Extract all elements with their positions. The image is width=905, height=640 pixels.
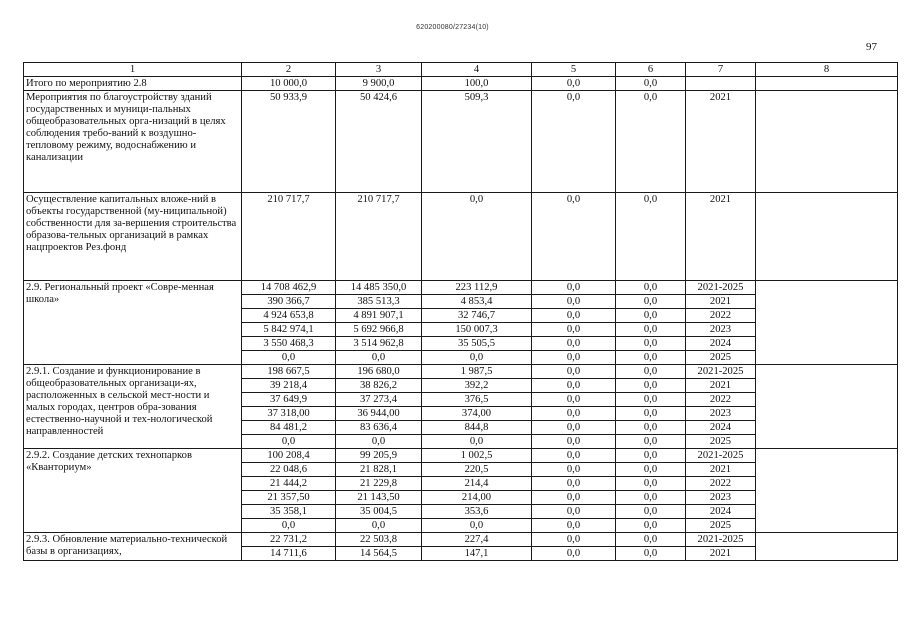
cell-v4: 35 505,5 bbox=[422, 337, 532, 351]
cell-v8 bbox=[756, 463, 898, 477]
cell-v4: 147,1 bbox=[422, 547, 532, 561]
cell-v2: 21 444,2 bbox=[242, 477, 336, 491]
cell-v3: 14 564,5 bbox=[336, 547, 422, 561]
cell-v7: 2022 bbox=[686, 393, 756, 407]
cell-v2: 14 708 462,9 bbox=[242, 281, 336, 295]
cell-v6: 0,0 bbox=[616, 449, 686, 463]
cell-v3: 385 513,3 bbox=[336, 295, 422, 309]
cell-v3: 0,0 bbox=[336, 351, 422, 365]
cell-v8 bbox=[756, 407, 898, 421]
cell-v6: 0,0 bbox=[616, 281, 686, 295]
cell-v5: 0,0 bbox=[532, 407, 616, 421]
cell-v3: 21 143,50 bbox=[336, 491, 422, 505]
cell-v4: 374,00 bbox=[422, 407, 532, 421]
cell-v8 bbox=[756, 533, 898, 547]
cell-v5: 0,0 bbox=[532, 505, 616, 519]
cell-v4: 0,0 bbox=[422, 519, 532, 533]
cell-v5: 0,0 bbox=[532, 435, 616, 449]
cell-v2: 10 000,0 bbox=[242, 77, 336, 91]
cell-v3: 99 205,9 bbox=[336, 449, 422, 463]
cell-v6: 0,0 bbox=[616, 351, 686, 365]
cell-v5: 0,0 bbox=[532, 365, 616, 379]
cell-v7: 2025 bbox=[686, 519, 756, 533]
cell-v8 bbox=[756, 77, 898, 91]
cell-v6: 0,0 bbox=[616, 309, 686, 323]
cell-v3: 22 503,8 bbox=[336, 533, 422, 547]
cell-v7: 2025 bbox=[686, 351, 756, 365]
row-name: Мероприятия по благоустройству зданий государственных и муници-пальных общеобразовательных орга-низаций в целях соблюдения требо-ваний к воздушно-тепловому режиму, водоснабжению и канализации bbox=[24, 91, 242, 193]
cell-v7: 2024 bbox=[686, 505, 756, 519]
cell-v2: 100 208,4 bbox=[242, 449, 336, 463]
cell-v5: 0,0 bbox=[532, 193, 616, 281]
cell-v7: 2021-2025 bbox=[686, 533, 756, 547]
budget-table bbox=[23, 62, 898, 561]
cell-v8 bbox=[756, 505, 898, 519]
cell-v2: 198 667,5 bbox=[242, 365, 336, 379]
table-row bbox=[24, 91, 898, 193]
row-name: Итого по мероприятию 2.8 bbox=[24, 77, 242, 91]
cell-v6: 0,0 bbox=[616, 323, 686, 337]
cell-v5: 0,0 bbox=[532, 477, 616, 491]
cell-v7: 2023 bbox=[686, 491, 756, 505]
cell-v2: 14 711,6 bbox=[242, 547, 336, 561]
cell-v5: 0,0 bbox=[532, 463, 616, 477]
cell-v4: 223 112,9 bbox=[422, 281, 532, 295]
cell-v8 bbox=[756, 365, 898, 379]
cell-v6: 0,0 bbox=[616, 379, 686, 393]
group-name: 2.9.1. Создание и функционирование в общеобразовательных организаци-ях, расположенных в сельской мест-ности и малых городах, центров обра-зования естественно-научной и тех-нологической направленностей bbox=[24, 365, 242, 449]
group-name: 2.9.2. Создание детских технопарков «Кванториум» bbox=[24, 449, 242, 533]
cell-v8 bbox=[756, 323, 898, 337]
cell-v7: 2021 bbox=[686, 379, 756, 393]
cell-v8 bbox=[756, 337, 898, 351]
document-id: 620200080/27234(10) bbox=[416, 24, 489, 31]
cell-v3: 35 004,5 bbox=[336, 505, 422, 519]
cell-v3: 14 485 350,0 bbox=[336, 281, 422, 295]
cell-v4: 0,0 bbox=[422, 193, 532, 281]
cell-v3: 210 717,7 bbox=[336, 193, 422, 281]
cell-v5: 0,0 bbox=[532, 491, 616, 505]
cell-v8 bbox=[756, 281, 898, 295]
cell-v2: 84 481,2 bbox=[242, 421, 336, 435]
cell-v4: 376,5 bbox=[422, 393, 532, 407]
cell-v2: 0,0 bbox=[242, 351, 336, 365]
cell-v2: 4 924 653,8 bbox=[242, 309, 336, 323]
cell-v4: 150 007,3 bbox=[422, 323, 532, 337]
cell-v2: 22 731,2 bbox=[242, 533, 336, 547]
cell-v7: 2025 bbox=[686, 435, 756, 449]
cell-v4: 214,4 bbox=[422, 477, 532, 491]
cell-v5: 0,0 bbox=[532, 91, 616, 193]
cell-v2: 0,0 bbox=[242, 519, 336, 533]
cell-v6: 0,0 bbox=[616, 77, 686, 91]
cell-v5: 0,0 bbox=[532, 547, 616, 561]
cell-v7: 2022 bbox=[686, 477, 756, 491]
cell-v7: 2021 bbox=[686, 193, 756, 281]
cell-v7: 2021 bbox=[686, 547, 756, 561]
cell-v8 bbox=[756, 379, 898, 393]
cell-v6: 0,0 bbox=[616, 393, 686, 407]
cell-v6: 0,0 bbox=[616, 421, 686, 435]
cell-v6: 0,0 bbox=[616, 407, 686, 421]
cell-v7: 2023 bbox=[686, 407, 756, 421]
cell-v7: 2021 bbox=[686, 463, 756, 477]
cell-v2: 35 358,1 bbox=[242, 505, 336, 519]
cell-v8 bbox=[756, 519, 898, 533]
table-row bbox=[24, 77, 898, 91]
cell-v4: 1 987,5 bbox=[422, 365, 532, 379]
cell-v5: 0,0 bbox=[532, 295, 616, 309]
table-row bbox=[24, 449, 898, 463]
cell-v7: 2021 bbox=[686, 91, 756, 193]
cell-v2: 37 318,00 bbox=[242, 407, 336, 421]
cell-v3: 0,0 bbox=[336, 519, 422, 533]
cell-v8 bbox=[756, 421, 898, 435]
header-cell-7: 7 bbox=[686, 63, 756, 77]
cell-v6: 0,0 bbox=[616, 193, 686, 281]
cell-v8 bbox=[756, 309, 898, 323]
cell-v8 bbox=[756, 477, 898, 491]
cell-v3: 3 514 962,8 bbox=[336, 337, 422, 351]
cell-v3: 4 891 907,1 bbox=[336, 309, 422, 323]
header-cell-6: 6 bbox=[616, 63, 686, 77]
cell-v8 bbox=[756, 91, 898, 193]
cell-v8 bbox=[756, 547, 898, 561]
cell-v8 bbox=[756, 193, 898, 281]
cell-v7: 2021-2025 bbox=[686, 281, 756, 295]
cell-v8 bbox=[756, 491, 898, 505]
cell-v4: 0,0 bbox=[422, 351, 532, 365]
cell-v2: 3 550 468,3 bbox=[242, 337, 336, 351]
header-cell-1: 1 bbox=[24, 63, 242, 77]
header-row bbox=[24, 63, 898, 77]
cell-v7: 2021-2025 bbox=[686, 365, 756, 379]
cell-v4: 32 746,7 bbox=[422, 309, 532, 323]
cell-v2: 5 842 974,1 bbox=[242, 323, 336, 337]
cell-v3: 0,0 bbox=[336, 435, 422, 449]
cell-v6: 0,0 bbox=[616, 337, 686, 351]
cell-v4: 227,4 bbox=[422, 533, 532, 547]
cell-v7: 2021-2025 bbox=[686, 449, 756, 463]
cell-v8 bbox=[756, 351, 898, 365]
table-row bbox=[24, 281, 898, 295]
cell-v3: 21 229,8 bbox=[336, 477, 422, 491]
cell-v5: 0,0 bbox=[532, 309, 616, 323]
cell-v3: 21 828,1 bbox=[336, 463, 422, 477]
cell-v7: 2024 bbox=[686, 337, 756, 351]
cell-v5: 0,0 bbox=[532, 379, 616, 393]
cell-v3: 50 424,6 bbox=[336, 91, 422, 193]
cell-v6: 0,0 bbox=[616, 91, 686, 193]
cell-v3: 37 273,4 bbox=[336, 393, 422, 407]
table-row bbox=[24, 365, 898, 379]
cell-v2: 210 717,7 bbox=[242, 193, 336, 281]
cell-v5: 0,0 bbox=[532, 519, 616, 533]
cell-v3: 9 900,0 bbox=[336, 77, 422, 91]
cell-v2: 37 649,9 bbox=[242, 393, 336, 407]
cell-v6: 0,0 bbox=[616, 435, 686, 449]
cell-v4: 844,8 bbox=[422, 421, 532, 435]
cell-v3: 38 826,2 bbox=[336, 379, 422, 393]
cell-v5: 0,0 bbox=[532, 421, 616, 435]
cell-v6: 0,0 bbox=[616, 463, 686, 477]
cell-v6: 0,0 bbox=[616, 519, 686, 533]
cell-v4: 1 002,5 bbox=[422, 449, 532, 463]
cell-v4: 0,0 bbox=[422, 435, 532, 449]
cell-v4: 509,3 bbox=[422, 91, 532, 193]
cell-v3: 36 944,00 bbox=[336, 407, 422, 421]
header-cell-8: 8 bbox=[756, 63, 898, 77]
group-name: 2.9.3. Обновление материально-технической базы в организациях, bbox=[24, 533, 242, 561]
cell-v6: 0,0 bbox=[616, 477, 686, 491]
cell-v7: 2022 bbox=[686, 309, 756, 323]
cell-v6: 0,0 bbox=[616, 547, 686, 561]
cell-v7: 2023 bbox=[686, 323, 756, 337]
cell-v2: 50 933,9 bbox=[242, 91, 336, 193]
cell-v2: 21 357,50 bbox=[242, 491, 336, 505]
page-number: 97 bbox=[866, 41, 877, 53]
cell-v5: 0,0 bbox=[532, 351, 616, 365]
row-name: Осуществление капитальных вложе-ний в объекты государственной (му-ниципальной) собственности для за-вершения строительства образова-тельных организаций в рамках нацпроектов Рез.фонд bbox=[24, 193, 242, 281]
cell-v4: 220,5 bbox=[422, 463, 532, 477]
header-cell-4: 4 bbox=[422, 63, 532, 77]
cell-v3: 5 692 966,8 bbox=[336, 323, 422, 337]
cell-v2: 22 048,6 bbox=[242, 463, 336, 477]
cell-v4: 4 853,4 bbox=[422, 295, 532, 309]
cell-v5: 0,0 bbox=[532, 323, 616, 337]
cell-v6: 0,0 bbox=[616, 533, 686, 547]
cell-v8 bbox=[756, 435, 898, 449]
cell-v5: 0,0 bbox=[532, 77, 616, 91]
cell-v2: 39 218,4 bbox=[242, 379, 336, 393]
cell-v4: 392,2 bbox=[422, 379, 532, 393]
cell-v8 bbox=[756, 393, 898, 407]
cell-v6: 0,0 bbox=[616, 295, 686, 309]
header-cell-5: 5 bbox=[532, 63, 616, 77]
cell-v5: 0,0 bbox=[532, 281, 616, 295]
cell-v7: 2021 bbox=[686, 295, 756, 309]
cell-v6: 0,0 bbox=[616, 365, 686, 379]
cell-v4: 214,00 bbox=[422, 491, 532, 505]
cell-v8 bbox=[756, 449, 898, 463]
cell-v5: 0,0 bbox=[532, 533, 616, 547]
table-row bbox=[24, 533, 898, 547]
cell-v5: 0,0 bbox=[532, 449, 616, 463]
header-cell-3: 3 bbox=[336, 63, 422, 77]
cell-v4: 100,0 bbox=[422, 77, 532, 91]
cell-v2: 0,0 bbox=[242, 435, 336, 449]
cell-v4: 353,6 bbox=[422, 505, 532, 519]
header-cell-2: 2 bbox=[242, 63, 336, 77]
cell-v6: 0,0 bbox=[616, 505, 686, 519]
cell-v5: 0,0 bbox=[532, 393, 616, 407]
cell-v3: 83 636,4 bbox=[336, 421, 422, 435]
cell-v8 bbox=[756, 295, 898, 309]
cell-v7: 2024 bbox=[686, 421, 756, 435]
table-body bbox=[24, 63, 898, 561]
cell-v6: 0,0 bbox=[616, 491, 686, 505]
group-name: 2.9. Региональный проект «Совре-менная школа» bbox=[24, 281, 242, 365]
cell-v7 bbox=[686, 77, 756, 91]
cell-v5: 0,0 bbox=[532, 337, 616, 351]
cell-v2: 390 366,7 bbox=[242, 295, 336, 309]
table-row bbox=[24, 193, 898, 281]
cell-v3: 196 680,0 bbox=[336, 365, 422, 379]
